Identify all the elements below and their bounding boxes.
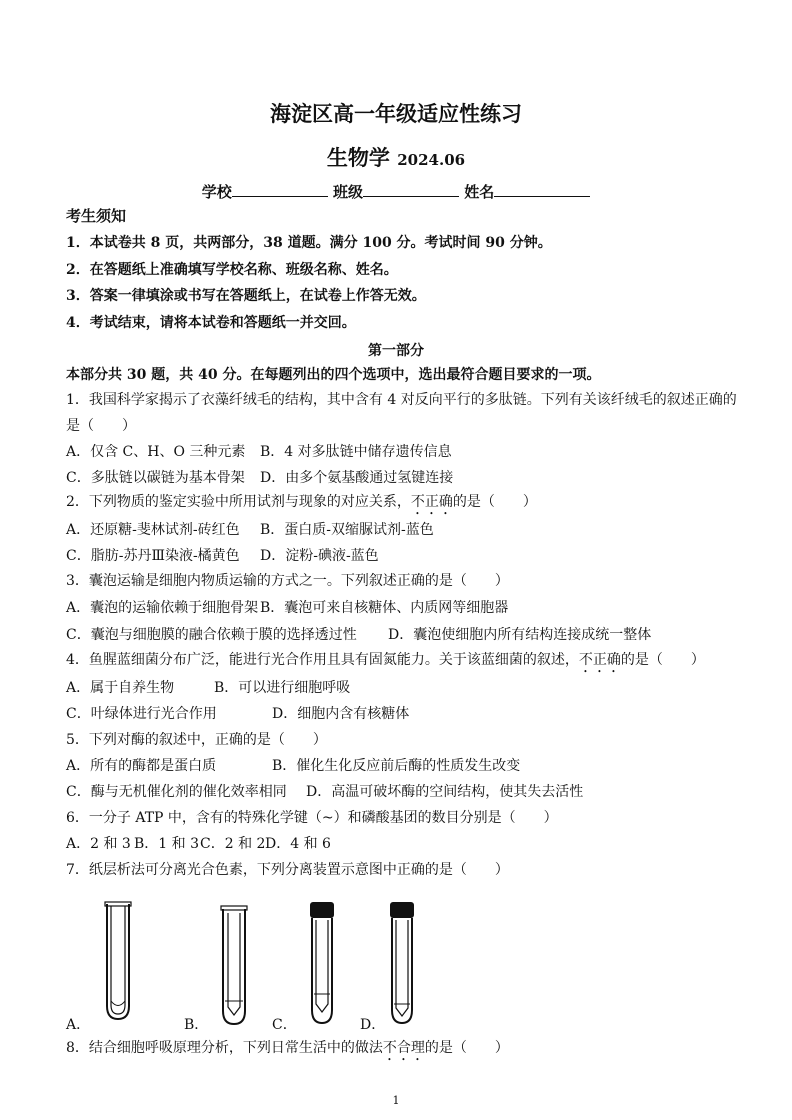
q2-stem-emphasis: 不正确 — [410, 494, 453, 510]
q6-option-b: B．1 和 3 — [134, 836, 200, 852]
q1-option-b: B．4 对多肽链中储存遗传信息 — [260, 444, 452, 460]
tube-a-solvent — [111, 1001, 125, 1006]
q6-stem: 6．一分子 ATP 中，含有的特殊化学键（~）和磷酸基团的数目分别是（ ） — [66, 810, 558, 826]
tube-b-outline — [221, 906, 247, 1024]
q7-tube-d-figure — [382, 898, 422, 1026]
q4-option-c: C．叶绿体进行光合作用 — [66, 706, 217, 722]
q7-option-b-label: B． — [184, 1017, 209, 1033]
q2-stem — [66, 492, 537, 518]
q4-option-b: B．可以进行细胞呼吸 — [214, 680, 351, 696]
q8-stem-end: 的是（ ） — [424, 1040, 509, 1056]
subject-title — [0, 144, 792, 174]
q6-options-row — [66, 834, 331, 854]
exam-title: 海淀区高一年级适应性练习 — [270, 101, 522, 126]
subject-name: 生物学 — [326, 145, 390, 170]
q3-option-d: D．囊泡使细胞内所有结构连接成统一整体 — [388, 627, 652, 643]
q1-stem-line1: 1．我国科学家揭示了衣藻纤绒毛的结构，其中含有 4 对反向平行的多肽链。下列有关该纤绒毛的叙述正确的 — [66, 392, 737, 408]
notice-item-3: 3．答案一律填涂或书写在答题纸上，在试卷上作答无效。 — [66, 288, 426, 304]
q5-options-row1 — [66, 756, 521, 776]
q7-stem: 7．纸层析法可分离光合色素，下列分离装置示意图中正确的是（ ） — [66, 862, 509, 878]
q8-stem — [66, 1038, 509, 1064]
q4-option-a: A．属于自养生物 — [66, 680, 175, 696]
q2-option-c: C．脂肪-苏丹Ⅲ染液-橘黄色 — [66, 548, 240, 564]
q1-option-d: D．由多个氨基酸通过氢键连接 — [260, 470, 454, 486]
tube-c-outline — [310, 902, 334, 1023]
class-blank[interactable] — [363, 182, 459, 197]
q2-option-d: D．淀粉-碘液-蓝色 — [260, 548, 379, 564]
q7-tube-c-figure — [302, 898, 342, 1026]
q6-option-c: C．2 和 2 — [200, 836, 266, 852]
q7-option-a-label: A． — [66, 1017, 91, 1033]
q7-tube-a-figure — [100, 898, 136, 1022]
q6-option-a: A．2 和 3 — [66, 836, 131, 852]
q3-options-row1 — [66, 598, 509, 618]
q4-stem-text: 4．鱼腥蓝细菌分布广泛，能进行光合作用且具有固氮能力。关于该蓝细菌的叙述， — [66, 652, 579, 668]
section-heading: 第一部分 — [368, 343, 424, 359]
school-blank[interactable] — [232, 182, 328, 197]
q7-option-d-label: D． — [360, 1017, 386, 1033]
q4-stem-end: 的是（ ） — [620, 652, 705, 668]
class-label: 班级 — [332, 183, 363, 201]
q1-option-a: A．仅含 C、H、O 三种元素 — [66, 444, 246, 460]
q4-stem-emphasis: 不正确 — [578, 652, 621, 668]
q2-options-row2 — [66, 546, 379, 566]
q1-stem-line2: 是（ ） — [66, 418, 136, 434]
student-info-fields — [0, 182, 792, 202]
q3-stem: 3．囊泡运输是细胞内物质运输的方式之一。下列叙述正确的是（ ） — [66, 573, 509, 589]
exam-date: 2024.06 — [397, 151, 466, 169]
q8-stem-text: 8．结合细胞呼吸原理分析，下列日常生活中的做法 — [66, 1040, 383, 1056]
tube-d-outline — [390, 902, 414, 1023]
q1-option-c: C．多肽链以碳链为基本骨架 — [66, 470, 245, 486]
q7-option-c-label: C． — [272, 1017, 297, 1033]
q3-option-a: A．囊泡的运输依赖于细胞骨架 — [66, 600, 259, 616]
q5-option-d: D．高温可破坏酶的空间结构，使其失去活性 — [306, 784, 584, 800]
q4-stem — [66, 650, 705, 676]
name-label: 姓名 — [464, 183, 495, 201]
q4-option-d: D．细胞内含有核糖体 — [272, 706, 410, 722]
tube-a-outline — [105, 902, 131, 1019]
q1-options-row2 — [66, 468, 454, 488]
q2-option-b: B．蛋白质-双缩脲试剂-蓝色 — [260, 522, 434, 538]
q2-option-a: A．还原糖-斐林试剂-砖红色 — [66, 522, 240, 538]
q3-option-b: B．囊泡可来自核糖体、内质网等细胞器 — [260, 600, 509, 616]
q5-option-c: C．酶与无机催化剂的催化效率相同 — [66, 784, 287, 800]
notice-item-2: 2．在答题纸上准确填写学校名称、班级名称、姓名。 — [66, 262, 398, 278]
school-label: 学校 — [201, 183, 232, 201]
q2-options-row1 — [66, 520, 434, 540]
q6-option-d: D．4 和 6 — [265, 836, 331, 852]
q5-stem: 5．下列对酶的叙述中，正确的是（ ） — [66, 732, 327, 748]
notice-item-1: 1．本试卷共 8 页，共两部分，38 道题。满分 100 分。考试时间 90 分钟。 — [66, 235, 552, 251]
q5-option-b: B．催化生化反应前后酶的性质发生改变 — [272, 758, 521, 774]
q7-tube-b-figure — [216, 903, 252, 1027]
q4-options-row1 — [66, 678, 351, 698]
q4-options-row2 — [66, 704, 410, 724]
q1-options-row1 — [66, 442, 452, 462]
q5-options-row2 — [66, 782, 584, 802]
q5-option-a: A．所有的酶都是蛋白质 — [66, 758, 217, 774]
q3-option-c: C．囊泡与细胞膜的融合依赖于膜的选择透过性 — [66, 627, 357, 643]
q3-options-row2 — [66, 625, 652, 645]
page-number: 1 — [392, 1094, 400, 1107]
notice-heading: 考生须知 — [66, 207, 127, 225]
q2-stem-text: 2．下列物质的鉴定实验中所用试剂与现象的对应关系， — [66, 494, 411, 510]
q2-stem-end: 的是（ ） — [452, 494, 537, 510]
section-instructions: 本部分共 30 题，共 40 分。在每题列出的四个选项中，选出最符合题目要求的一项。 — [66, 367, 601, 383]
q8-stem-emphasis: 不合理 — [382, 1040, 425, 1056]
name-blank[interactable] — [494, 182, 590, 197]
notice-item-4: 4．考试结束，请将本试卷和答题纸一并交回。 — [66, 315, 356, 331]
